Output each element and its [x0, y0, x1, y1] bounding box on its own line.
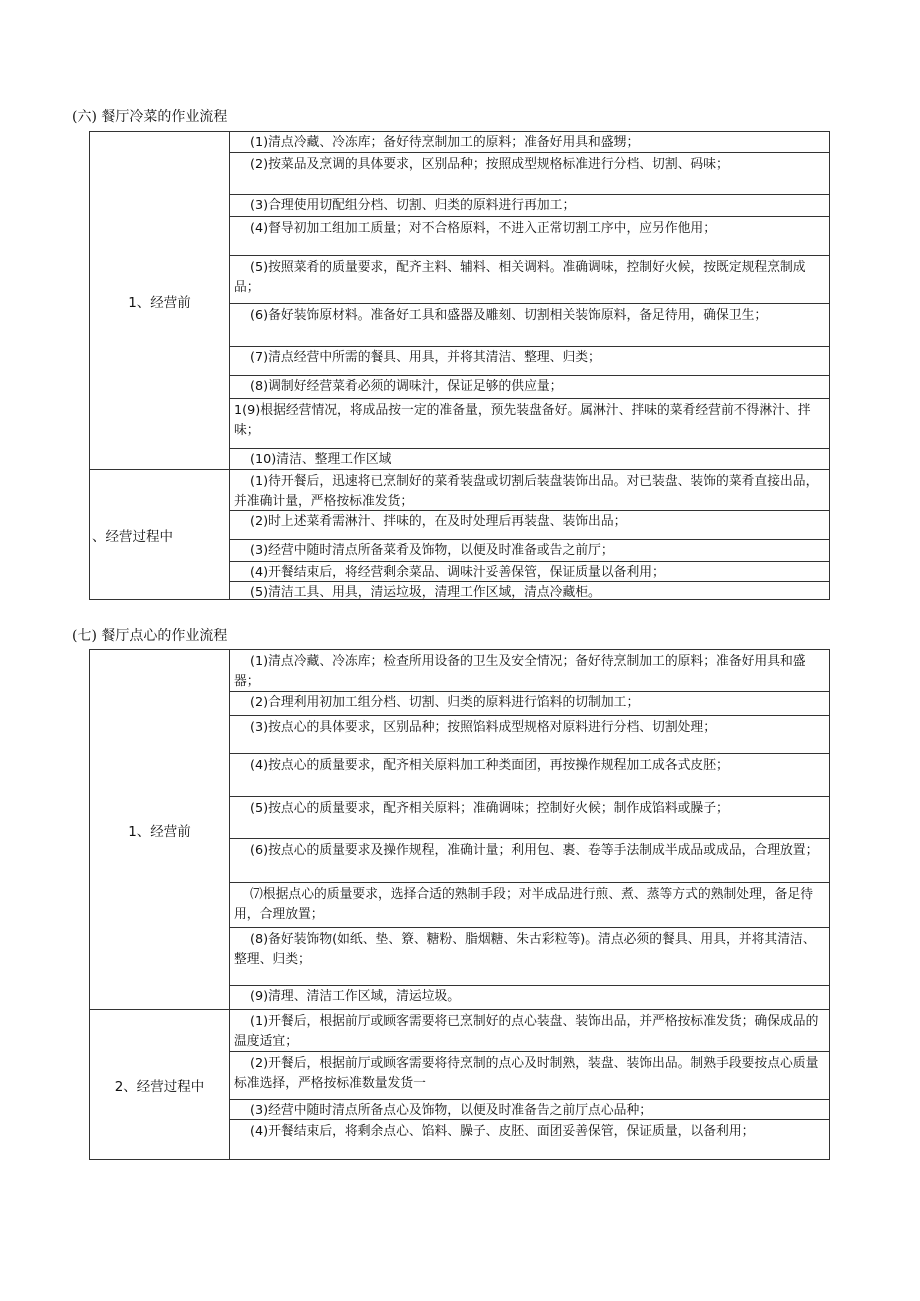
procedure-step: [230, 540, 829, 562]
row-divider: [230, 303, 830, 304]
procedure-step-text: (5)按点心的质量要求，配齐相关原料；准确调味；控制好火候；制作成馅料或臊子；: [250, 801, 729, 816]
procedure-step-text: (8)备好装饰物(如纸、垫、簝、糖粉、脂烟糖、朱古彩粒等)。清点必须的餐具、用具，并将其清洁、整理、归类；: [234, 932, 816, 967]
row-divider: [230, 581, 830, 582]
row-divider: [230, 152, 830, 153]
procedure-step: [230, 399, 829, 449]
procedure-step: [230, 1010, 829, 1052]
procedure-step-text: (4)督导初加工组加工质量；对不合格原料，不进入正常切割工序中，应另作他用；: [250, 221, 717, 236]
row-divider: [230, 1009, 830, 1010]
procedure-step-text: (10)清洁、整理工作区域: [250, 452, 392, 467]
procedure-step-text: (3)合理使用切配组分档、切割、归类的原料进行再加工；: [250, 198, 576, 213]
procedure-step: [230, 839, 829, 883]
procedure-step: [230, 470, 829, 511]
row-divider: [230, 194, 830, 195]
procedure-step: [230, 511, 829, 540]
row-divider: [230, 1119, 830, 1120]
workflow-table: [89, 131, 830, 600]
procedure-step-text: (9)清理、清洁工作区域，清运垃圾。: [250, 989, 461, 1004]
workflow-table: [89, 649, 830, 1160]
procedure-step-text: 1(9)根据经营情况，将成品按一定的准备量，预先装盘备好。属淋汁、拌味的菜肴经营前不得淋汁、拌味；: [234, 403, 811, 438]
procedure-step: [230, 797, 829, 839]
procedure-step-text: (3)经营中随时清点所备菜肴及饰物，以便及时准备或告之前厅；: [250, 543, 614, 558]
procedure-step-text: (2)合理利用初加工组分档、切割、归类的原料进行馅料的切制加工；: [250, 695, 640, 710]
section-title: (七) 餐厅点心的作业流程: [72, 628, 228, 644]
row-divider: [230, 691, 830, 692]
row-divider: [230, 448, 830, 449]
procedure-step-text: (1)开餐后，根据前厅或顾客需要将已烹制好的点心装盘、装饰出品，并严格按标准发货；确保成品的温度适宜；: [234, 1014, 819, 1049]
procedure-step-text: (3)按点心的具体要求，区别品种；按照馅料成型规格对原料进行分档、切割处理；: [250, 720, 717, 735]
section-title: (六) 餐厅冷菜的作业流程: [72, 109, 228, 125]
row-divider: [230, 882, 830, 883]
procedure-step: [230, 304, 829, 347]
procedure-step: [230, 1120, 829, 1160]
procedure-step: [230, 883, 829, 928]
row-divider: [230, 398, 830, 399]
procedure-step: [230, 132, 829, 153]
procedure-step-text: (4)按点心的质量要求，配齐相关原料加工种类面团，再按操作规程加工成各式皮胚；: [250, 758, 729, 773]
procedure-step: [230, 754, 829, 797]
procedure-step-text: (2)按菜品及烹调的具体要求，区别品种；按照成型规格标准进行分档、切割、码味；: [250, 157, 729, 172]
row-divider: [230, 985, 830, 986]
procedure-step-text: (5)按照菜肴的质量要求，配齐主料、辅料、相关调料。准确调味，控制好火候，按既定规程烹制成品；: [234, 260, 806, 295]
procedure-step: [230, 582, 829, 600]
procedure-step: [230, 986, 829, 1010]
stage-label: 1、经营前: [90, 650, 230, 1010]
row-divider: [230, 510, 830, 511]
row-divider: [230, 1099, 830, 1100]
procedure-step: [230, 1052, 829, 1100]
row-divider: [230, 346, 830, 347]
row-divider: [230, 375, 830, 376]
row-divider: [230, 216, 830, 217]
procedure-step-text: (2)开餐后，根据前厅或顾客需要将待烹制的点心及时制熟，装盘、装饰出品。制熟手段要按点心质量标准选择，严格按标准数量发货一: [234, 1056, 819, 1091]
procedure-step-text: (5)清洁工具、用具，清运垃圾，清理工作区域，清点冷藏柜。: [250, 585, 601, 600]
stage-label: 、经营过程中: [90, 470, 230, 600]
procedure-step: [230, 650, 829, 692]
procedure-step: [230, 1100, 829, 1120]
row-divider: [230, 1051, 830, 1052]
procedure-step-text: (4)开餐结束后，将剩余点心、馅料、臊子、皮胚、面团妥善保管，保证质量，以备利用；: [250, 1124, 755, 1139]
procedure-step-text: (8)调制好经营菜肴必须的调味汁，保证足够的供应量；: [250, 379, 563, 394]
procedure-step: [230, 928, 829, 986]
row-divider: [230, 753, 830, 754]
procedure-step-text: (1)待开餐后，迅速将已烹制好的菜肴装盘或切割后装盘装饰出品。对已装盘、装饰的菜肴直接出品，并准确计量，严格按标准发货；: [234, 474, 819, 509]
row-divider: [230, 469, 830, 470]
procedure-step: [230, 195, 829, 217]
procedure-step-text: (6)备好装饰原材料。准备好工具和盛器及雕刻、切割相关装饰原料，备足待用，确保卫生；: [250, 308, 768, 323]
procedure-step: [230, 449, 829, 470]
procedure-step: [230, 562, 829, 582]
procedure-step: [230, 692, 829, 716]
procedure-step: [230, 347, 829, 376]
row-divider: [230, 927, 830, 928]
procedure-step: [230, 376, 829, 399]
row-divider: [230, 715, 830, 716]
procedure-step: [230, 217, 829, 256]
stage-label: 2、经营过程中: [90, 1010, 230, 1160]
row-divider: [230, 838, 830, 839]
row-divider: [230, 255, 830, 256]
row-divider: [230, 561, 830, 562]
procedure-step-text: (3)经营中随时清点所备点心及饰物，以便及时准备告之前厅点心品种；: [250, 1103, 653, 1118]
procedure-step-text: (6)按点心的质量要求及操作规程，准确计量；利用包、裹、卷等手法制成半成品或成品，合理放置；: [250, 843, 819, 858]
procedure-step: [230, 256, 829, 304]
procedure-step: [230, 153, 829, 195]
procedure-step-text: (2)时上述菜肴需淋汁、拌味的，在及时处理后再装盘、装饰出品；: [250, 514, 627, 529]
procedure-step-text: (1)清点冷藏、冷冻库；检查所用设备的卫生及安全情况；备好待烹制加工的原料；准备好用具和盛器；: [234, 654, 806, 689]
procedure-step-text: (1)清点冷藏、冷冻库；备好待烹制加工的原料；准备好用具和盛甥；: [250, 135, 640, 150]
procedure-step-text: ⑺根据点心的质量要求，选择合适的熟制手段；对半成品进行煎、煮、蒸等方式的熟制处理，备足待用，合理放置；: [234, 887, 814, 922]
stage-label: 1、经营前: [90, 132, 230, 470]
procedure-step-text: (4)开餐结束后，将经营剩余菜品、调味汁妥善保管，保证质量以备利用；: [250, 565, 665, 580]
row-divider: [230, 539, 830, 540]
row-divider: [230, 796, 830, 797]
procedure-step: [230, 716, 829, 754]
procedure-step-text: (7)清点经营中所需的餐具、用具，并将其清洁、整理、归类；: [250, 350, 601, 365]
